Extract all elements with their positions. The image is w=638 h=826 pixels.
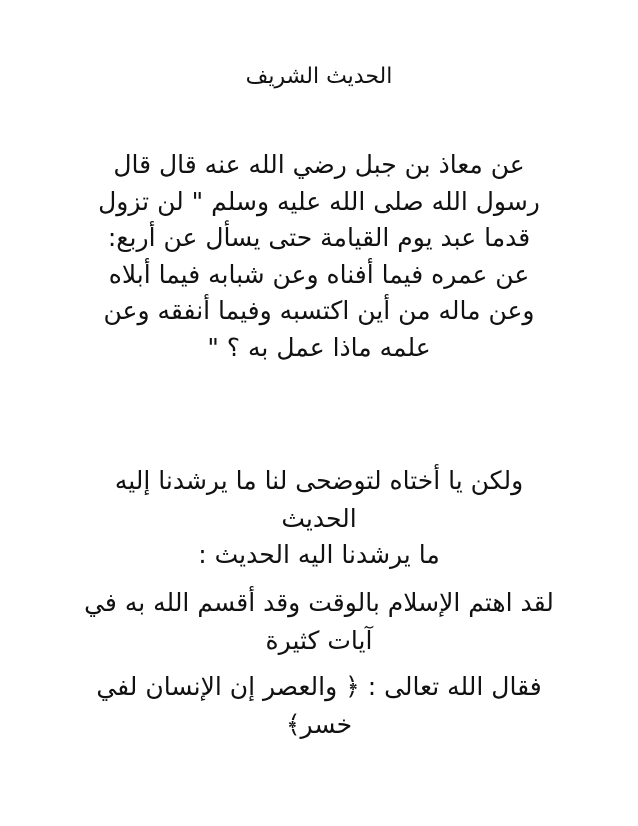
- hadith-line: علمه ماذا عمل به ؟ ": [207, 332, 431, 362]
- lesson-body: [20, 584, 618, 660]
- hadith-line: رسول الله صلى الله عليه وسلم " لن تزول: [98, 186, 540, 216]
- lesson-intro: [40, 462, 598, 538]
- lesson-body-line: لقد اهتم الإسلام بالوقت وقد أقسم الله به في: [84, 588, 554, 617]
- hadith-line: عن عمره فيما أفناه وعن شبابه فيما أبلاه: [108, 259, 530, 289]
- lesson-body-line: آيات كثيرة: [265, 626, 373, 655]
- hadith-line: عن معاذ بن جبل رضي الله عنه قال قال: [113, 150, 525, 179]
- document-title: الحديث الشريف: [245, 64, 393, 89]
- lesson-intro-line: الحديث: [281, 504, 357, 533]
- hadith-line: وعن ماله من أين اكتسبه وفيما أنفقه وعن: [103, 296, 535, 325]
- lesson-heading: [20, 536, 618, 574]
- quran-verse: [20, 668, 618, 744]
- hadith-line: قدما عبد يوم القيامة حتى يسأل عن أربع:: [107, 223, 531, 252]
- quran-verse-line: فقال الله تعالى : ﴿ والعصر إن الإنسان لفي: [96, 672, 542, 701]
- lesson-intro-line: ولكن يا أختاه لتوضحى لنا ما يرشدنا إليه: [114, 466, 524, 495]
- quran-verse-line: خسر﴾: [285, 710, 353, 739]
- hadith-text: [40, 147, 598, 366]
- lesson-heading-line: ما يرشدنا اليه الحديث :: [198, 540, 440, 569]
